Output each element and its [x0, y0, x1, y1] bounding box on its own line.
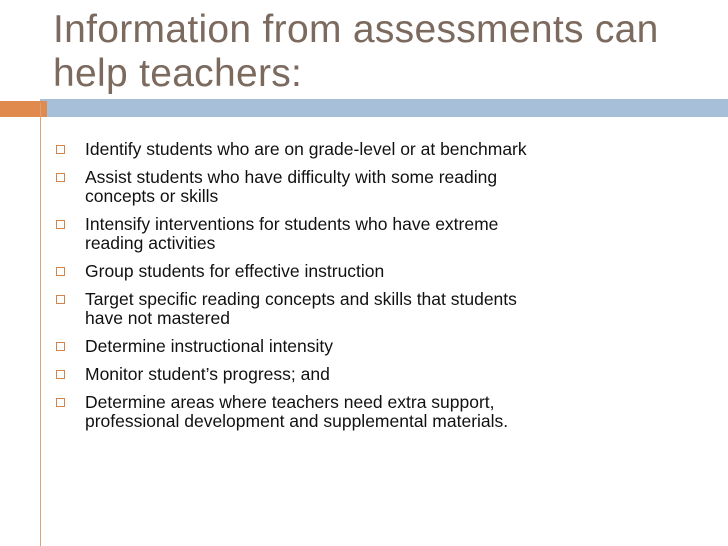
bullet-text-line: concepts or skills [85, 186, 219, 206]
hollow-square-icon [56, 370, 65, 379]
hollow-square-icon [56, 145, 65, 154]
bullet-item [52, 140, 692, 159]
bullet-item [52, 168, 692, 206]
bullet-item [52, 337, 692, 356]
bullet-item [52, 365, 692, 384]
bullet-item [52, 262, 692, 281]
title-underline-bar [40, 99, 728, 117]
hollow-square-icon [56, 220, 65, 229]
slide-title-line: Information from assessments can [53, 8, 659, 51]
bullet-item [52, 393, 692, 431]
bullet-text-line: Group students for effective instruction [85, 261, 385, 281]
hollow-square-icon [56, 398, 65, 407]
slide-title-line: help teachers: [53, 52, 303, 95]
bullet-text-line: professional development and supplemental materials. [85, 411, 509, 431]
bullet-item [52, 290, 692, 328]
bullet-text-line: Assist students who have difficulty with some reading [85, 167, 498, 187]
hollow-square-icon [56, 342, 65, 351]
bullet-text-line: Target specific reading concepts and skills that students [85, 289, 517, 309]
bullet-text-line: have not mastered [85, 308, 230, 328]
slide-title [53, 8, 713, 96]
bullet-list [52, 140, 692, 440]
bullet-text-line: reading activities [85, 233, 216, 253]
bullet-text-line: Determine instructional intensity [85, 336, 334, 356]
hollow-square-icon [56, 295, 65, 304]
bullet-text-line: Determine areas where teachers need extra support, [85, 392, 495, 412]
bullet-text-line: Monitor student’s progress; and [85, 364, 330, 384]
bullet-text-line: Intensify interventions for students who have extreme [85, 214, 499, 234]
bullet-text-line: Identify students who are on grade-level or at benchmark [85, 139, 527, 159]
hollow-square-icon [56, 267, 65, 276]
hollow-square-icon [56, 173, 65, 182]
bullet-item [52, 215, 692, 253]
content-left-divider [40, 103, 41, 546]
